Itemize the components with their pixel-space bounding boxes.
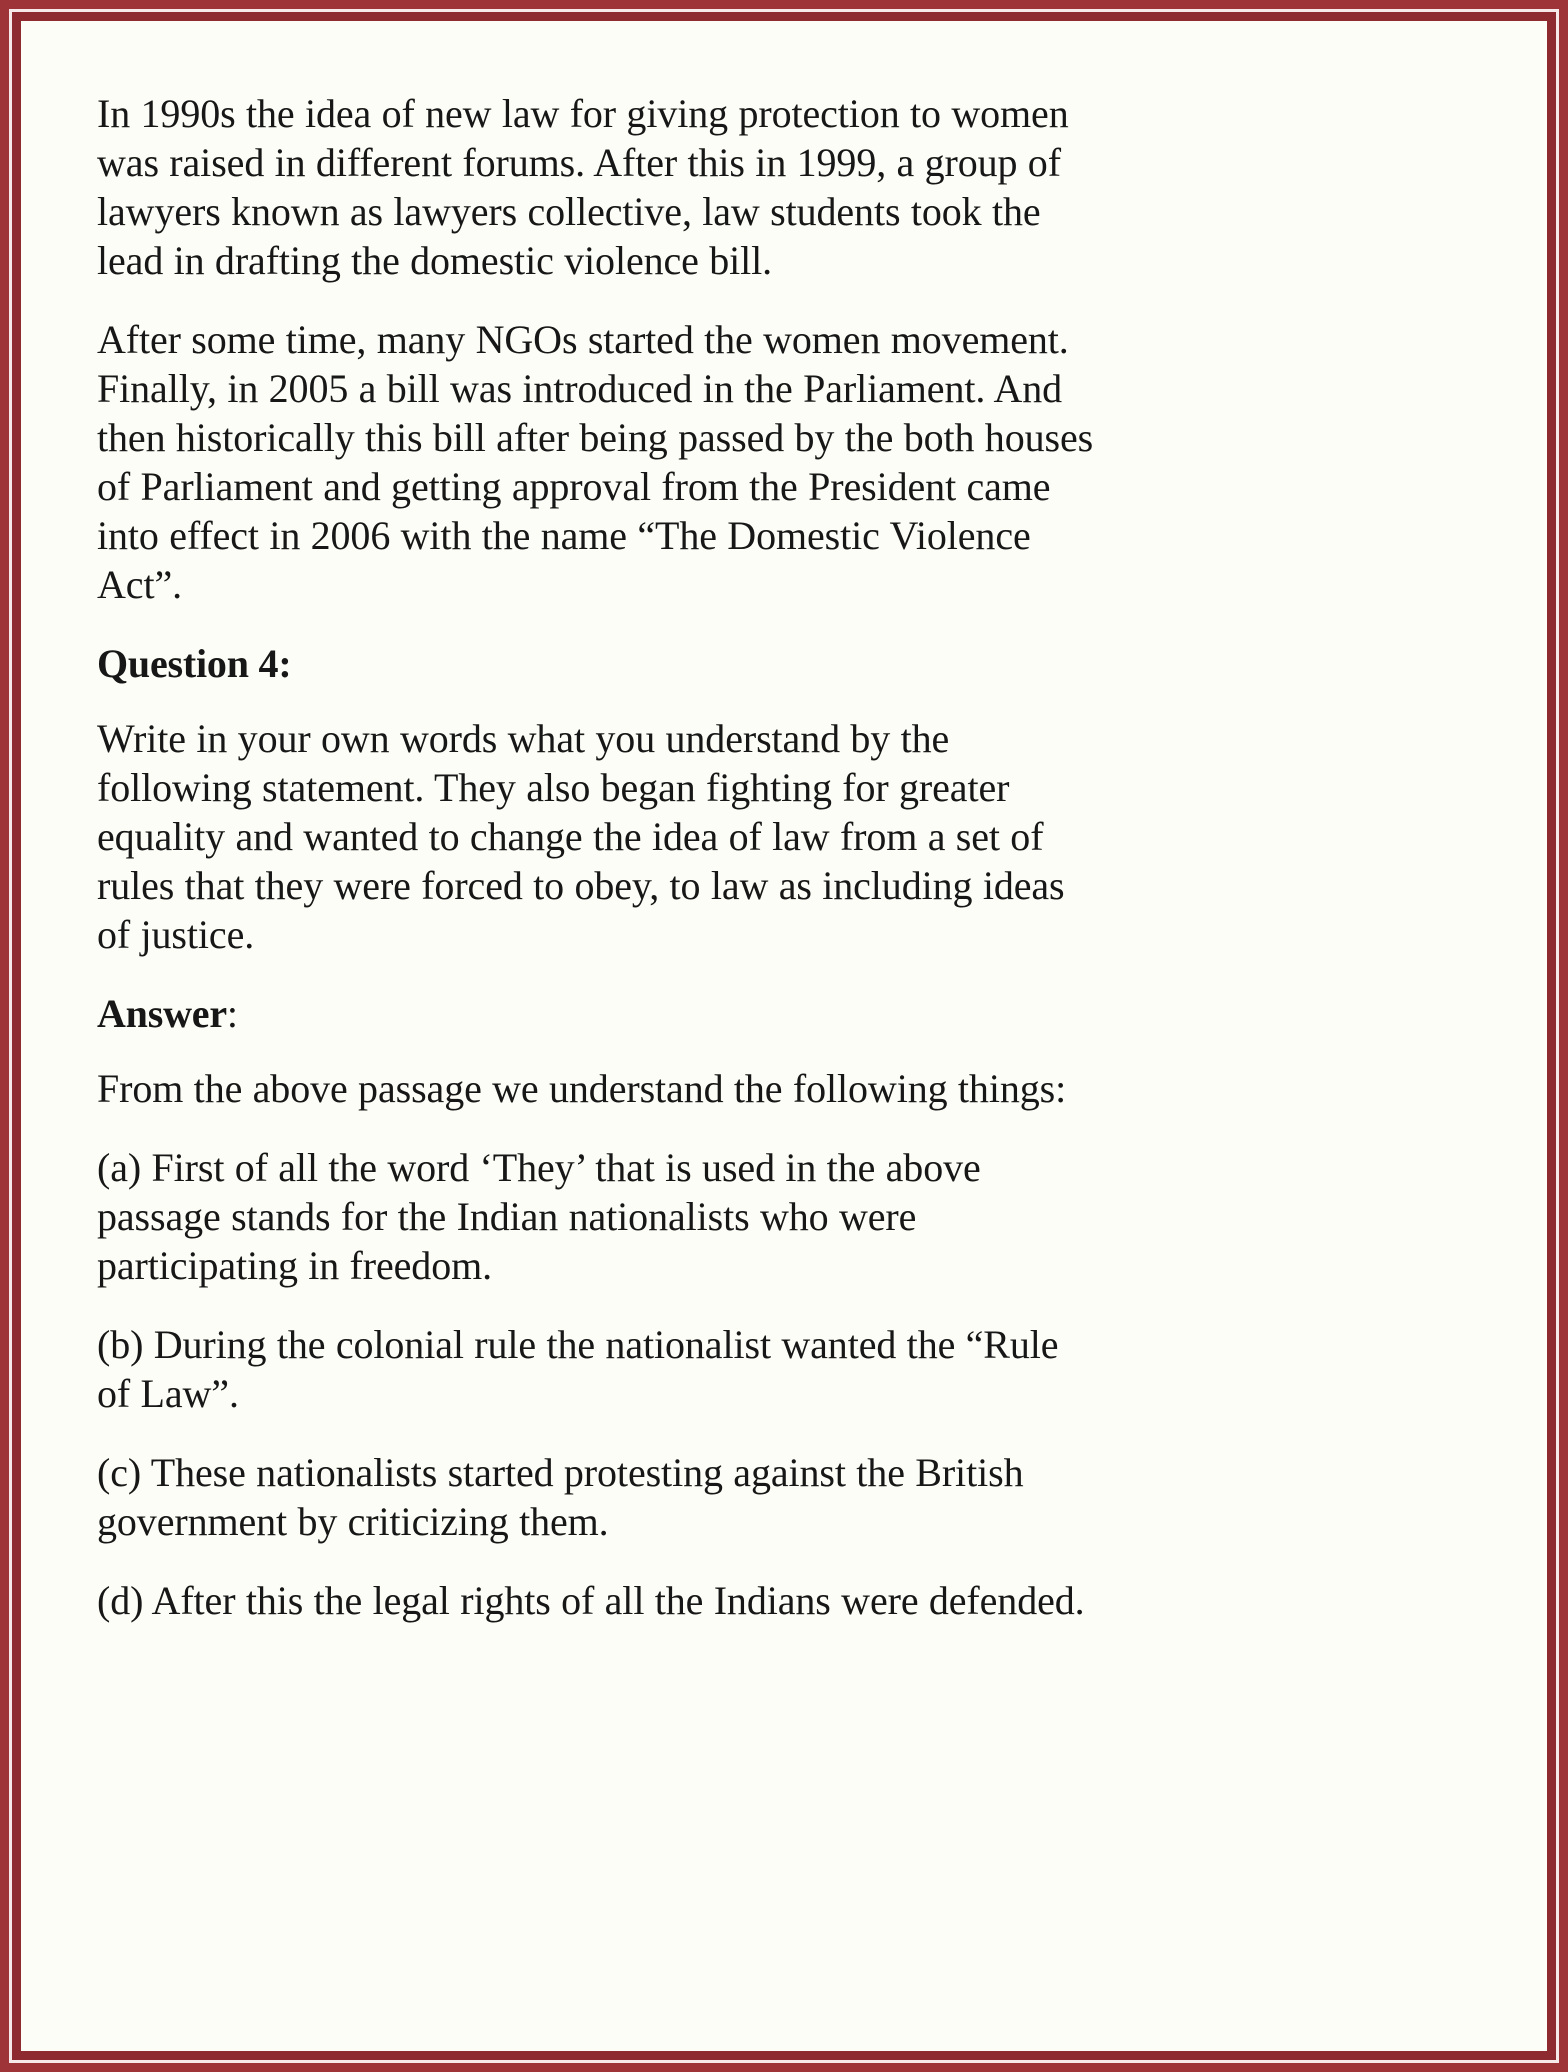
question-heading: Question 4: [97, 641, 292, 686]
answer-point-c: (c) These nationalists started protesting against the British government by criticizing them. [97, 1450, 1024, 1544]
answer-point-b: (b) During the colonial rule the nationalist wanted the “Rule of Law”. [97, 1322, 1059, 1416]
paragraph-intro-2: After some time, many NGOs started the women movement. Finally, in 2005 a bill was introduced in the Parliament. And then historically this bill after being passed by the both houses of Parliament and getting approval from the President came into effect in 2006 with the name “The Domestic Violence Act”. [97, 317, 1094, 607]
paragraph-intro-1: In 1990s the idea of new law for giving protection to women was raised in different forums. After this in 1999, a group of lawyers known as lawyers collective, law students took the lead in drafting the domestic violence bill. [97, 91, 1069, 283]
answer-point-a: (a) First of all the word ‘They’ that is used in the above passage stands for the Indian nationalists who were participating in freedom. [97, 1145, 981, 1288]
frame-inner-rule [12, 12, 1556, 2060]
answer-point-d: (d) After this the legal rights of all the Indians were defended. [97, 1578, 1085, 1623]
frame-middle-rule [9, 9, 1559, 2063]
question-statement: Write in your own words what you understand by the following statement. They also began fighting for greater equality and wanted to change the idea of law from a set of rules that they were forced to obey, to law as including ideas of justice. [97, 716, 1065, 957]
answer-intro: From the above passage we understand the following things: [97, 1066, 1067, 1111]
document-body [97, 89, 1097, 1655]
paper-sheet [21, 21, 1547, 2051]
answer-heading-colon: : [226, 991, 238, 1036]
answer-heading [97, 989, 1097, 1038]
answer-heading-label: Answer [97, 991, 227, 1036]
